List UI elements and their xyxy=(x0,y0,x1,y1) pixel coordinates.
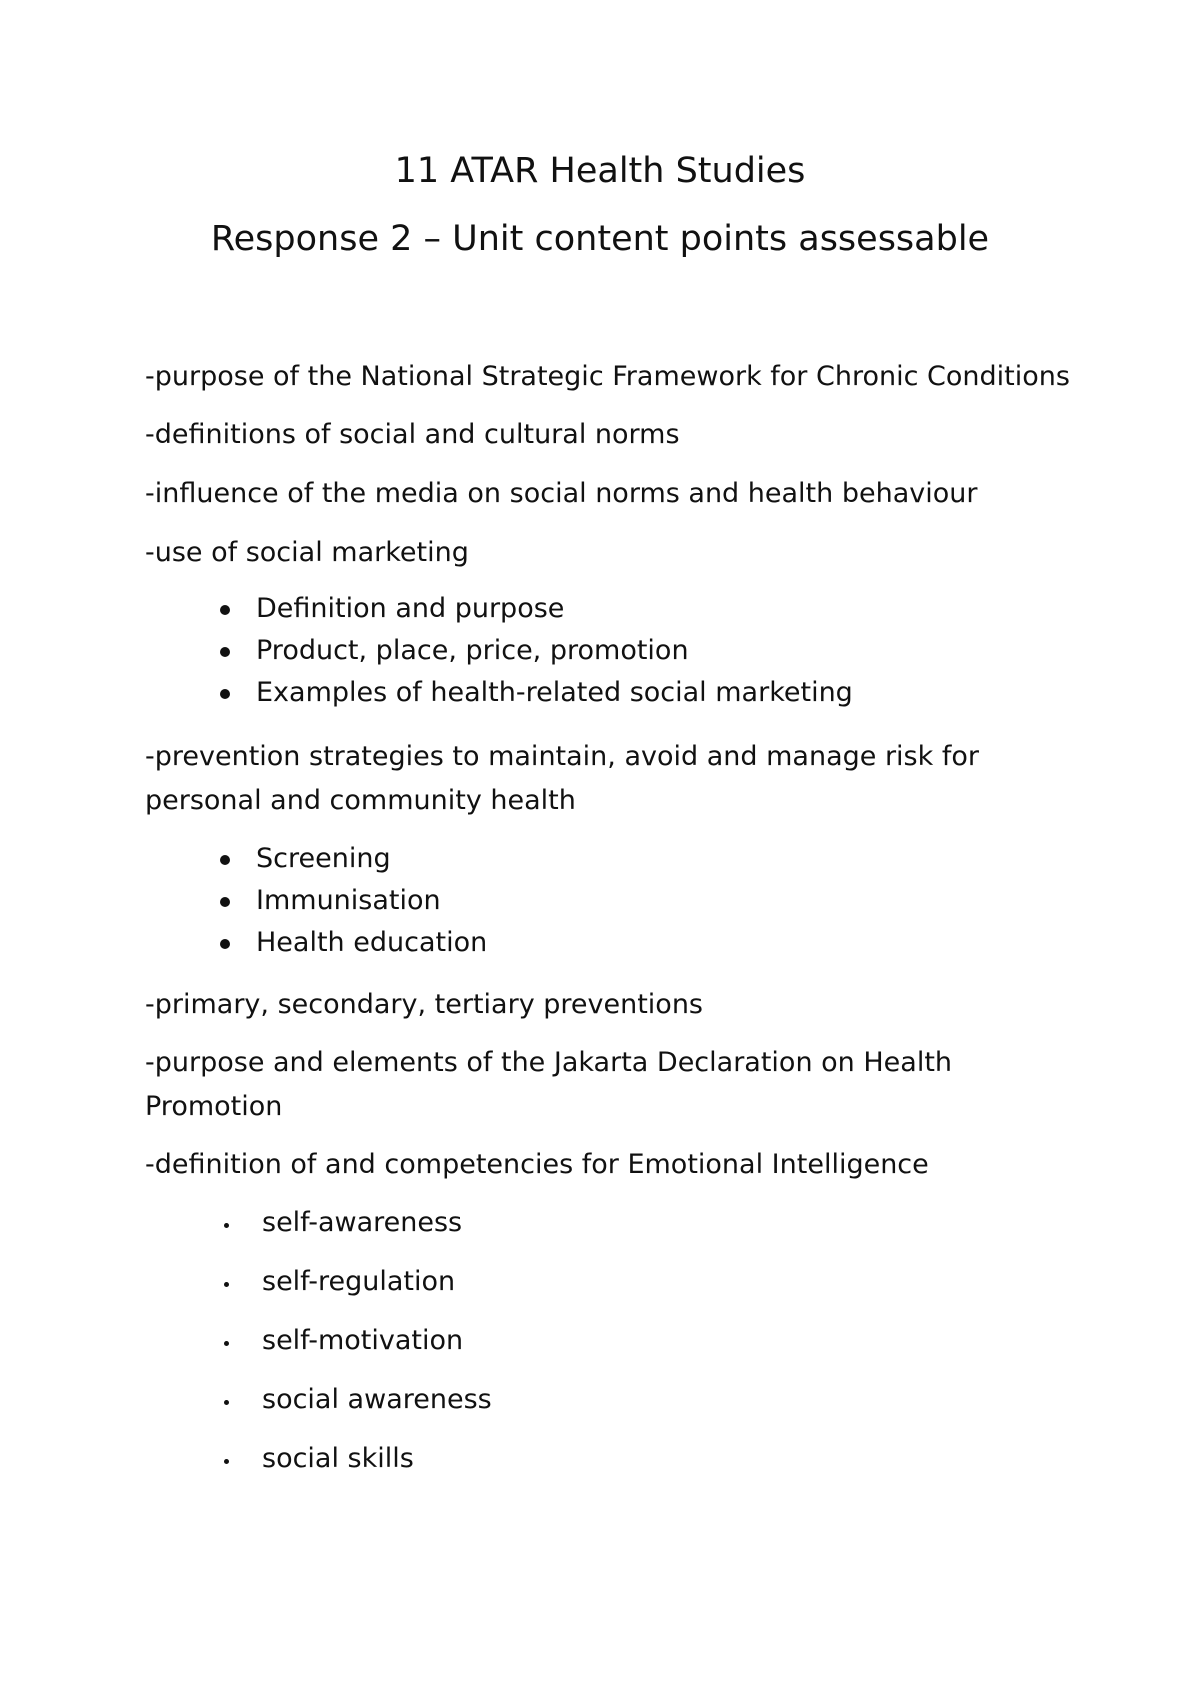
bullet-icon xyxy=(220,897,230,907)
bullet-icon xyxy=(220,855,230,865)
content-point: -primary, secondary, tertiary preventions xyxy=(145,989,703,1020)
bullet-icon xyxy=(220,647,230,657)
content-point: -influence of the media on social norms and health behaviour xyxy=(145,478,978,509)
bullet-icon xyxy=(224,1223,229,1228)
list-item: social awareness xyxy=(218,1370,492,1429)
document-subtitle: Response 2 – Unit content points assessable xyxy=(210,219,990,259)
bullet-icon xyxy=(220,939,230,949)
content-point: -purpose and elements of the Jakarta Declaration on Health xyxy=(145,1047,953,1078)
content-point: -purpose of the National Strategic Framework for Chronic Conditions xyxy=(145,361,1070,392)
bullet-icon xyxy=(220,605,230,615)
list-item: Examples of health-related social marketing xyxy=(210,672,853,714)
bullet-icon xyxy=(220,689,230,699)
bullet-icon xyxy=(224,1400,229,1405)
list-item: Immunisation xyxy=(210,880,487,922)
list-item: Screening xyxy=(210,838,487,880)
content-point-continuation: Promotion xyxy=(145,1091,283,1122)
list-item: Health education xyxy=(210,922,487,964)
list-item: self-motivation xyxy=(218,1311,492,1370)
emotional-intelligence-list xyxy=(218,1193,492,1488)
list-item: self-awareness xyxy=(218,1193,492,1252)
content-point-continuation: personal and community health xyxy=(145,785,576,816)
document-title: 11 ATAR Health Studies xyxy=(394,151,806,191)
content-point: -definitions of social and cultural norms xyxy=(145,419,680,450)
content-point: -prevention strategies to maintain, avoid and manage risk for xyxy=(145,741,979,772)
list-item: Definition and purpose xyxy=(210,588,853,630)
content-point: -definition of and competencies for Emotional Intelligence xyxy=(145,1149,929,1180)
list-item: social skills xyxy=(218,1429,492,1488)
list-item: self-regulation xyxy=(218,1252,492,1311)
content-point: -use of social marketing xyxy=(145,537,469,568)
bullet-icon xyxy=(224,1341,229,1346)
social-marketing-list xyxy=(210,588,853,714)
list-item: Product, place, price, promotion xyxy=(210,630,853,672)
bullet-icon xyxy=(224,1459,229,1464)
prevention-strategies-list xyxy=(210,838,487,964)
bullet-icon xyxy=(224,1282,229,1287)
